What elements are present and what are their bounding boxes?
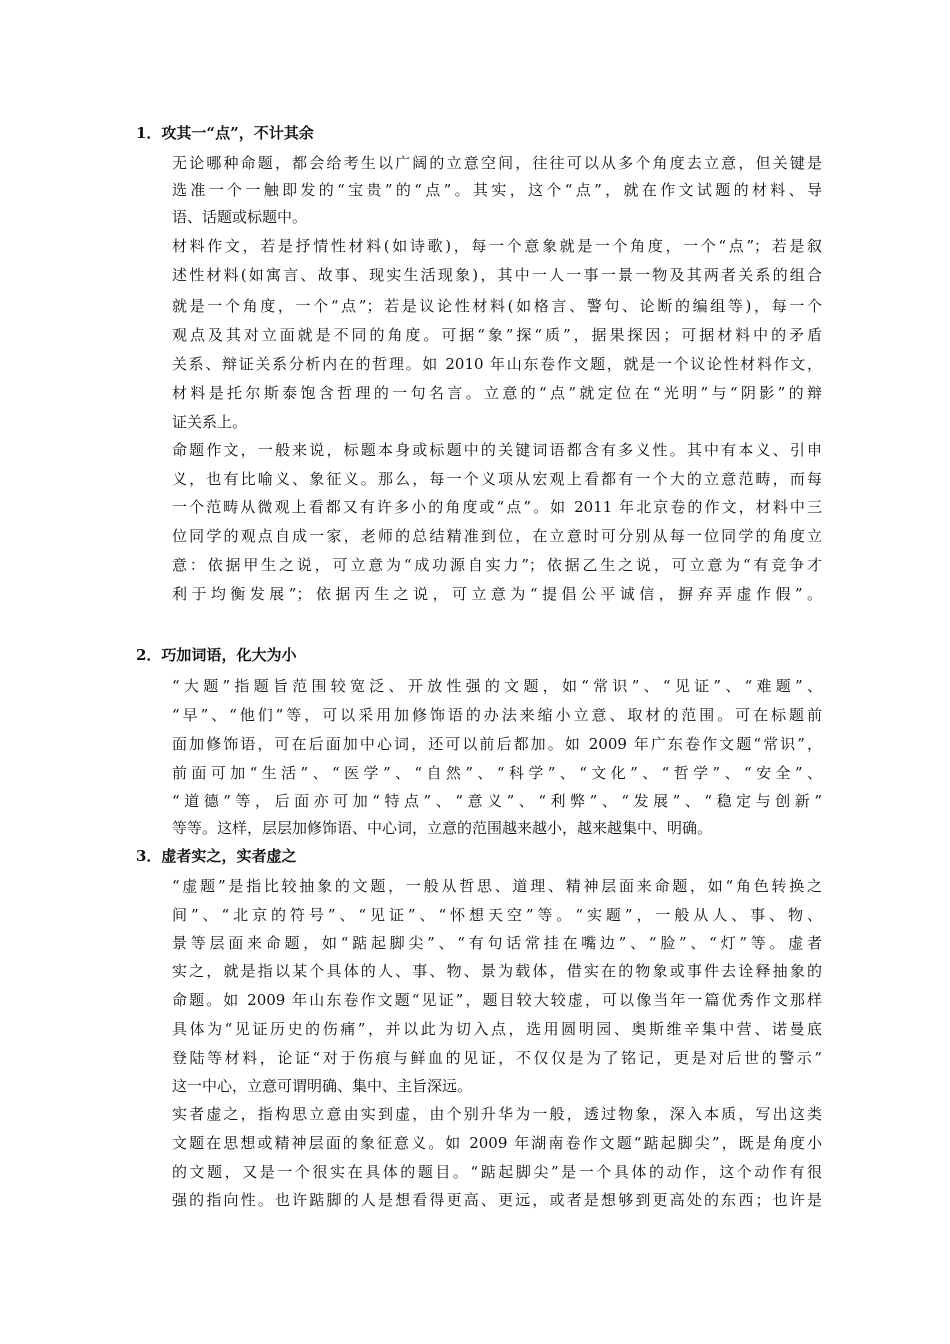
section-2-line: “道德”等，后面亦可加“特点”、“意义”、“利弊”、“发展”、“稳定与创新”: [172, 792, 822, 810]
section-2-line: 等等。这样，层层加修饰语、中心词，立意的范围越来越小，越来越集中、明确。: [172, 819, 713, 837]
section-3-line: 文题在思想或精神层面的象征意义。如 2009 年湖南卷作文题“踮起脚尖”，既是角度小: [172, 1134, 822, 1152]
section-3-line: 具体为“见证历史的伤痛”，并以此为切入点，选用圆明园、奥斯维辛集中营、诺曼底: [172, 1020, 822, 1038]
section-2-line: “大题”指题旨范围较宽泛、开放性强的文题，如“常识”、“见证”、“难题”、: [172, 677, 822, 695]
section-1-line: 义，也有比喻义、象征义。那么，每一个义项从宏观上看都有一个大的立意范畴，而每: [172, 470, 822, 488]
section-3-line: “虚题”是指比较抽象的文题，一般从哲思、道理、精神层面来命题，如“角色转换之: [172, 877, 822, 895]
section-3-line: 命题。如 2009 年山东卷作文题“见证”，题目较大较虚，可以像当年一篇优秀作文那样: [172, 991, 822, 1009]
section-2-line: 面加修饰语，可在后面加中心词，还可以前后都加。如 2009 年广东卷作文题“常识”，: [172, 735, 822, 753]
section-1-line: 无论哪种命题，都会给考生以广阔的立意空间，往往可以从多个角度去立意，但关键是: [172, 154, 822, 172]
section-3-line: 实者虚之，指构思立意由实到虚，由个别升华为一般，透过物象，深入本质，写出这类: [172, 1105, 822, 1123]
section-1-line: 意：依据甲生之说，可立意为“成功源自实力”；依据乙生之说，可立意为“有竞争才: [172, 556, 822, 574]
section-1-line: 选准一个一触即发的“宝贵”的“点”。其实，这个“点”，就在作文试题的材料、导: [172, 181, 822, 199]
section-1-line: 关系、辩证关系分析内在的哲理。如 2010 年山东卷作文题，就是一个议论性材料作文，: [172, 355, 822, 373]
section-3-line: 强的指向性。也许踮脚的人是想看得更高、更远，或者是想够到更高处的东西；也许是: [172, 1191, 822, 1209]
section-1-line: 利于均衡发展”；依据丙生之说，可立意为“提倡公平诚信，摒弃弄虚作假”。: [172, 585, 822, 603]
section-2-line: “早”、“他们”等，可以采用加修饰语的办法来缩小立意、取材的范围。可在标题前: [172, 706, 822, 724]
section-3-line: 登陆等材料，论证“对于伤痕与鲜血的见证，不仅仅是为了铭记，更是对后世的警示”: [172, 1049, 822, 1067]
section-1-line: 证关系上。: [172, 413, 248, 431]
section-2-heading: 2．巧加词语，化大为小: [136, 646, 297, 664]
section-1-line: 就是一个角度，一个“点”；若是议论性材料(如格言、警句、论断的编组等)，每一个: [172, 297, 822, 315]
section-1-line: 命题作文，一般来说，标题本身或标题中的关键词语都含有多义性。其中有本义、引申: [172, 441, 822, 459]
section-1-line: 材料是托尔斯泰饱含哲理的一句名言。立意的“点”就定位在“光明”与“阴影”的辩: [172, 384, 822, 402]
section-2-line: 前面可加“生活”、“医学”、“自然”、“科学”、“文化”、“哲学”、“安全”、: [172, 764, 822, 782]
section-3-line: 的文题，又是一个很实在具体的题目。“踮起脚尖”是一个具体的动作，这个动作有很: [172, 1163, 822, 1181]
section-3-line: 实之，就是指以某个具体的人、事、物、景为载体，借实在的物象或事件去诠释抽象的: [172, 962, 822, 980]
section-1-line: 述性材料(如寓言、故事、现实生活现象)，其中一人一事一景一物及其两者关系的组合: [172, 266, 822, 284]
section-1-line: 语、话题或标题中。: [172, 208, 308, 226]
section-1-line: 材料作文，若是抒情性材料(如诗歌)，每一个意象就是一个角度，一个“点”；若是叙: [172, 237, 822, 255]
section-1-line: 一个范畴从微观上看都又有许多小的角度或“点”。如 2011 年北京卷的作文，材料中三: [172, 498, 822, 516]
section-3-line: 这一中心，立意可谓明确、集中、主旨深远。: [172, 1077, 473, 1095]
section-1-line: 位同学的观点自成一家，老师的总结精准到位，在立意时可分别从每一位同学的角度立: [172, 527, 822, 545]
section-3-line: 景等层面来命题，如“踮起脚尖”、“有句话常挂在嘴边”、“脸”、“灯”等。虚者: [172, 934, 822, 952]
section-3-heading: 3．虚者实之，实者虚之: [136, 847, 297, 865]
section-1-line: 观点及其对立面就是不同的角度。可据“象”探“质”，据果探因；可据材料中的矛盾: [172, 326, 822, 344]
section-3-line: 间”、“北京的符号”、“见证”、“怀想天空”等。“实题”，一般从人、事、物、: [172, 906, 822, 924]
section-1-heading: 1．攻其一“点”，不计其余: [136, 124, 314, 142]
